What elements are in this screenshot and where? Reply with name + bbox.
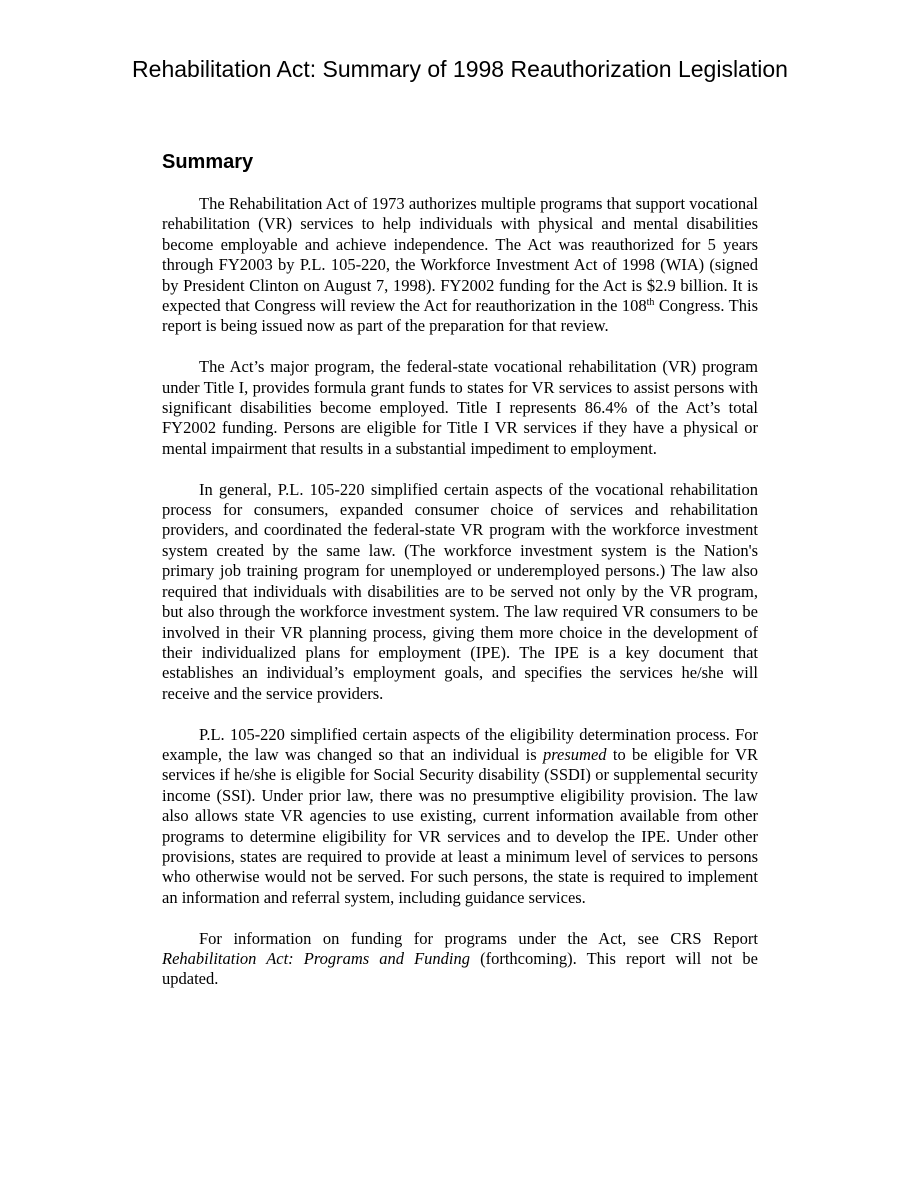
emphasis-text: presumed: [542, 744, 607, 764]
paragraph-title-one: The Act’s major program, the federal-state vocational rehabilitation (VR) program under Title I, provides formula grant funds to states for VR services to assist persons with significant disabilities become employed. Title I represents 86.4% of the Act’s total FY2002 funding. Persons are eligible for Title I VR services if they have a physical or mental impairment that results in a substantial impediment to employment.: [162, 357, 758, 458]
summary-body: [162, 194, 758, 990]
superscript-ordinal: th: [646, 297, 655, 309]
document-title: Rehabilitation Act: Summary of 1998 Reauthorization Legislation: [132, 56, 788, 82]
section-heading: Summary: [162, 151, 254, 173]
paragraph-simplification: In general, P.L. 105-220 simplified certain aspects of the vocational rehabilitation process for consumers, expanded consumer choice of services and rehabilitation providers, and coordinated the federal-state VR program with the workforce investment system created by the same law. (The workforce investment system is the Nation's primary job training program for unemployed or underemployed persons.) The law also required that individuals with disabilities are to be served not only by the VR program, but also through the workforce investment system. The law required VR consumers to be involved in their VR planning process, giving them more choice in the development of their individualized plans for employment (IPE). The IPE is a key document that establishes an individual’s employment goals, and specifies the services he/she will receive and the service providers.: [162, 479, 758, 703]
paragraph-text: (forthcoming). This report will not be updated.: [162, 948, 758, 989]
paragraph-text: For information on funding for programs under the Act, see CRS Report: [199, 928, 758, 948]
paragraph-text: The Rehabilitation Act of 1973 authorizes multiple programs that support vocational rehabilitation (VR) services to help individuals with physical and mental disabilities become employable and achieve independence. The Act was reauthorized for 5 years through FY2003 by P.L. 105-220, the Workforce Investment Act of 1998 (WIA) (signed by President Clinton on August 7, 1998). FY2002 funding for the Act is $2.9 billion. It is expected that Congress will review the Act for reauthorization in the 108: [162, 194, 758, 316]
paragraph-text: P.L. 105-220 simplified certain aspects of the eligibility determination process. For example, the law was changed so that an individual is: [162, 724, 758, 764]
report-title-citation: Rehabilitation Act: Programs and Funding: [162, 948, 471, 968]
paragraph-overview: [162, 194, 758, 337]
paragraph-eligibility: [162, 725, 758, 909]
paragraph-text: Congress. This report is being issued now as part of the preparation for that review.: [162, 296, 758, 336]
paragraph-funding-reference: [162, 929, 758, 990]
paragraph-text: to be eligible for VR services if he/she is eligible for Social Security disability (SSDI) or supplemental security income (SSI). Under prior law, there was no presumptive eligibility provision. The law also allows state VR agencies to use existing, current information available from other programs to determine eligibility for VR services and to develop the IPE. Under other provisions, states are required to provide at least a minimum level of services to persons who otherwise would not be served. For such persons, the state is required to implement an information and referral system, including guidance services.: [162, 744, 758, 907]
